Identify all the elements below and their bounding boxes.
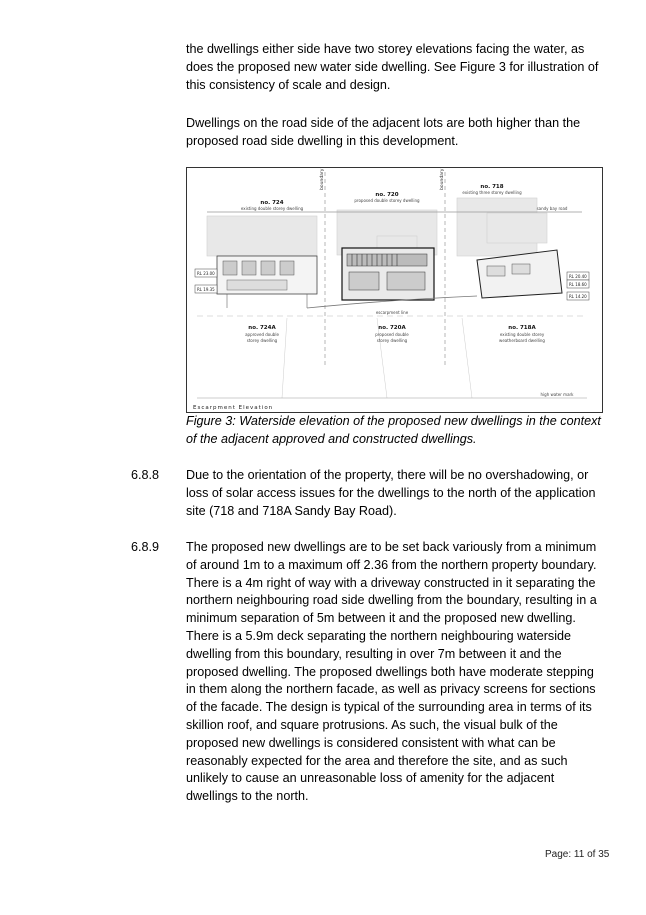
boundary-label-right: boundary: [440, 168, 445, 190]
slope-lines: [282, 318, 472, 398]
label-no724a-desc1: approved double: [245, 332, 279, 337]
dwelling-720a: [342, 248, 434, 300]
label-no718a-desc1: existing double storey: [499, 332, 545, 337]
rl-right-3: RL 14.20: [569, 294, 587, 299]
figure-escarpment-elevation: [186, 167, 603, 413]
label-no720-desc: proposed double storey dwelling: [354, 198, 420, 203]
label-no720a-desc2: storey dwelling: [376, 338, 408, 343]
label-no720a-desc1: proposed double: [375, 332, 409, 337]
dwelling-718a: [477, 250, 562, 298]
label-no718a: no. 718A: [508, 325, 536, 331]
label-sandy-bay-road: sandy bay road: [536, 206, 568, 211]
label-no718a-desc2: weatherboard dwelling: [499, 338, 545, 343]
label-no724-desc: existing double storey dwelling: [240, 206, 304, 211]
paragraph-road-side: Dwellings on the road side of the adjacent lots are both higher than the proposed road side dwelling in this development.: [186, 116, 581, 148]
label-high-water-mark: high water mark: [540, 392, 574, 397]
paragraph-intro: the dwellings either side have two storey elevations facing the water, as does the proposed new water side dwelling. See Figure 3 for illustration of this consistency of scale and design.: [186, 42, 599, 92]
section-text-688: Due to the orientation of the property, there will be no overshadowing, or loss of solar access issues for the dwellings to the north of the application site (718 and 718A Sandy Bay Road).: [186, 468, 596, 518]
rl-left-1: RL 23.00: [197, 271, 215, 276]
dwelling-724a: [217, 256, 317, 308]
label-no720a: no. 720A: [378, 325, 406, 331]
section-text-689: The proposed new dwellings are to be set back variously from a minimum of around 1m to a maximum off 2.36 from the northern property boundary. There is a 4m right of way with a driveway constructed in it separating the northern neighbouring road side dwelling from the boundary, resulting in a minimum separation of 5m between it and the proposed new dwelling. There is a 5.9m deck separating the northern neighbouring waterside dwelling from this boundary, resulting in over 7m between it and the proposed dwelling. The proposed dwellings both have moderate stepping in them along the northern facade, as well as privacy screens for sections of the facade. The design is typical of the surrounding area in terms of its skillion roof, and square protrusions. As such, the visual bulk of the proposed new dwellings is considered consistent with what can be reasonably expected for the area and therefore the site, and as such unlikely to cause an unreasonable loss of amenity for the adjacent dwellings to the north.: [186, 540, 597, 804]
label-no724: no. 724: [260, 200, 284, 206]
figure-caption: Figure 3: Waterside elevation of the proposed new dwellings in the context of the adjacent approved and constructed dwellings.: [186, 414, 601, 446]
label-no718: no. 718: [480, 184, 504, 190]
label-no724a-desc2: storey dwelling: [246, 338, 278, 343]
section-number-689: 6.8.9: [131, 540, 160, 554]
label-no724a: no. 724A: [248, 325, 276, 331]
rl-right-2: RL 18.60: [569, 282, 587, 287]
label-no718-desc: existing three storey dwelling: [462, 190, 522, 195]
label-escarpment-line: escarpment line: [375, 310, 409, 315]
rl-right-1: RL 20.40: [569, 274, 587, 279]
label-escarpment-elevation: Escarpment Elevation: [193, 405, 274, 411]
label-no720: no. 720: [375, 192, 399, 198]
page-number: Page: 11 of 35: [545, 849, 610, 860]
section-number-688: 6.8.8: [131, 468, 160, 482]
boundary-label-left: boundary: [320, 168, 325, 190]
rl-left-2: RL 19.35: [197, 287, 215, 292]
